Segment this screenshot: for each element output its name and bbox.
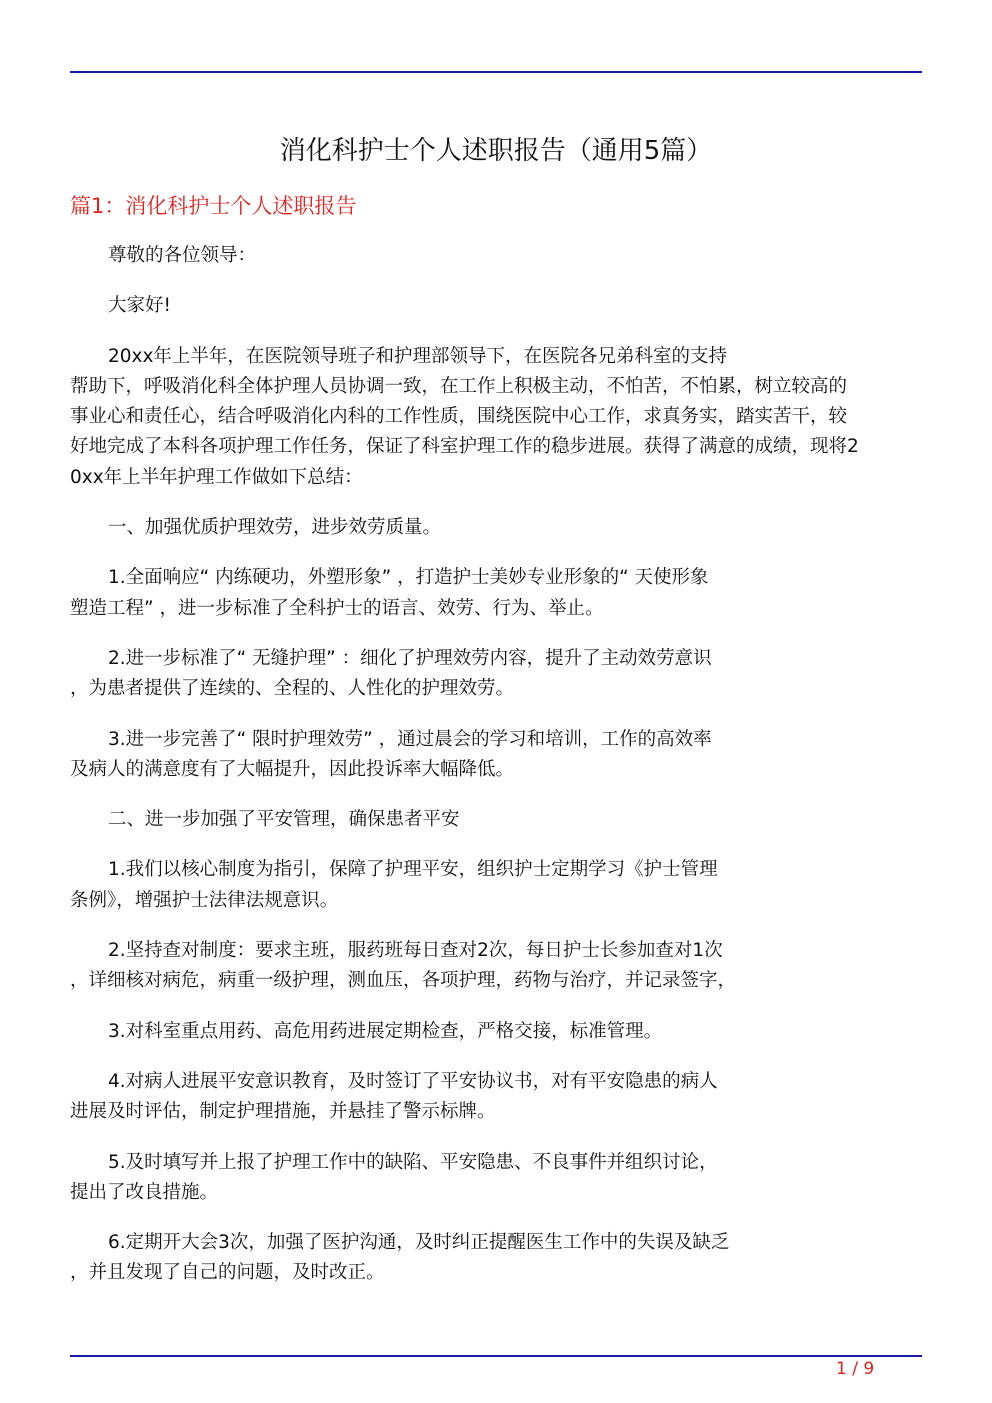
paragraph-line: 6.定期开大会3次，加强了医护沟通，及时纠正提醒医生工作中的失误及缺乏 <box>108 1232 730 1254</box>
paragraph-line: 尊敬的各位领导： <box>108 245 257 266</box>
footer-rule <box>70 1355 922 1357</box>
paragraph-line: 一、加强优质护理效劳，进步效劳质量。 <box>108 517 442 539</box>
paragraph-line: 提出了改良措施。 <box>70 1181 219 1203</box>
paragraph <box>70 936 930 997</box>
paragraph <box>70 513 930 543</box>
paragraph-line: ，详细核对病危，病重一级护理，测血压，各项护理，药物与治疗，并记录签字， <box>70 970 737 992</box>
paragraph-line: 4.对病人进展平安意识教育，及时签订了平安协议书，对有平安隐患的病人 <box>108 1070 718 1092</box>
paragraph <box>70 1228 930 1289</box>
paragraph-line: 1.我们以核心制度为指引，保障了护理平安，组织护士定期学习《护士管理 <box>108 859 718 881</box>
header-rule <box>70 71 922 73</box>
paragraph <box>70 1148 930 1209</box>
paragraph-line: 好地完成了本科各项护理工作任务，保证了科室护理工作的稳步进展。获得了满意的成绩，现将2 <box>70 436 859 458</box>
paragraph-line: 3.进一步完善了“ 限时护理效劳” ，通过晨会的学习和培训，工作的高效率 <box>108 728 712 750</box>
section-heading: 篇1：消化科护士个人述职报告 <box>70 194 357 218</box>
paragraph-line: 二、进一步加强了平安管理，确保患者平安 <box>108 809 460 831</box>
document-body <box>70 241 930 1309</box>
paragraph-line: 塑造工程” ，进一步标准了全科护士的语言、效劳、行为、举止。 <box>70 597 604 619</box>
paragraph <box>70 855 930 916</box>
document-title: 消化科护士个人述职报告（通用5篇） <box>279 136 713 166</box>
paragraph-line: ，并且发现了自己的问题，及时改正。 <box>70 1262 385 1284</box>
paragraph <box>70 563 930 624</box>
paragraph <box>70 1067 930 1128</box>
paragraph <box>70 342 930 493</box>
paragraph-line: 0xx年上半年护理工作做如下总结： <box>70 466 363 488</box>
paragraph <box>70 644 930 705</box>
paragraph-line: 帮助下，呼吸消化科全体护理人员协调一致，在工作上积极主动，不怕苦，不怕累，树立较高的 <box>70 375 848 397</box>
paragraph-line: 2.坚持查对制度：要求主班，服药班每日查对2次，每日护士长参加查对1次 <box>108 940 723 962</box>
paragraph-line: 进展及时评估，制定护理措施，并悬挂了警示标牌。 <box>70 1101 496 1123</box>
paragraph <box>70 725 930 786</box>
paragraph-line: 大家好! <box>108 295 171 317</box>
paragraph <box>70 241 930 271</box>
paragraph-line: 3.对科室重点用药、高危用药进展定期检查，严格交接，标准管理。 <box>108 1020 663 1042</box>
paragraph-line: ，为患者提供了连续的、全程的、人性化的护理效劳。 <box>70 678 515 700</box>
paragraph <box>70 291 930 321</box>
paragraph <box>70 805 930 835</box>
page-number: 1 / 9 <box>836 1359 875 1379</box>
paragraph-line: 条例》，增强护士法律法规意识。 <box>70 889 339 911</box>
paragraph <box>70 1017 930 1047</box>
paragraph-line: 1.全面响应“ 内练硬功，外塑形象” ，打造护士美妙专业形象的“ 天使形象 <box>108 567 709 589</box>
paragraph-line: 5.及时填写并上报了护理工作中的缺陷、平安隐患、不良事件并组织讨论， <box>108 1151 718 1173</box>
paragraph-line: 及病人的满意度有了大幅提升，因此投诉率大幅降低。 <box>70 758 515 780</box>
paragraph-line: 20xx年上半年，在医院领导班子和护理部领导下，在医院各兄弟科室的支持 <box>108 345 727 367</box>
paragraph-line: 2.进一步标准了“ 无缝护理” ：细化了护理效劳内容，提升了主动效劳意识 <box>108 647 712 669</box>
paragraph-line: 事业心和责任心，结合呼吸消化内科的工作性质，围绕医院中心工作，求真务实，踏实苦干，较 <box>70 406 848 428</box>
